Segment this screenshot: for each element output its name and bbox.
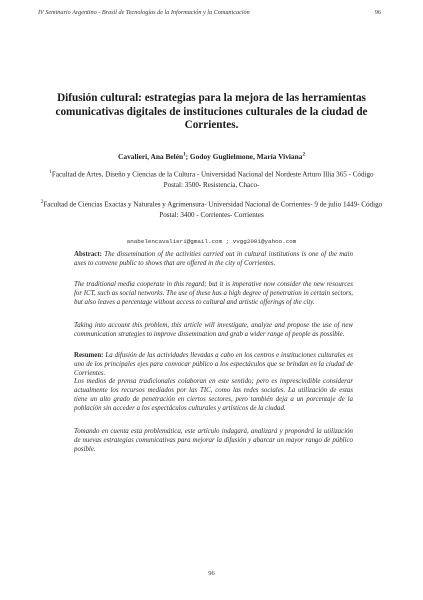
affiliation-1-text: Facultad de Artes, Diseño y Ciencias de la Cultura - Universidad Nacional del Nordeste Arturo Illia 365 - Código Postal: 3500- Resistencia, Chaco- bbox=[51, 170, 374, 189]
affiliation-2-sup: 2 bbox=[40, 200, 44, 205]
paper-title: Difusión cultural: estrategias para la mejora de las herramientas comunicativas digitales de instituciones culturales de la ciudad de Corrientes. bbox=[55, 92, 368, 131]
running-head-text: IV Seminario Argentino - Brasil de Tecnologías de la Información y la Comunicación bbox=[38, 9, 250, 16]
resumen-paragraph-2: Los medios de prensa tradicionales colaboran en este sentido; pero es imprescindible considerar actualmente los recursos mediados por las TIC, como las redes sociales. La utilización de estas tiene un alto grado de penetración en ciertos sectores, pero también deja a un porcentaje de la población sin acceder a los espectáculos culturales y artísticos de la ciudad. bbox=[74, 378, 353, 412]
running-header bbox=[38, 9, 381, 16]
resumen-label: Resumen: bbox=[74, 352, 104, 359]
author-2: ; Godoy Guglielmone, María Viviana bbox=[185, 152, 303, 161]
affiliation-1 bbox=[40, 168, 383, 190]
author-emails: anabelencavalieri@gmail.com ; vvgg2001@yahoo.com bbox=[126, 238, 297, 245]
author-2-sup: 2 bbox=[302, 152, 305, 158]
footer-page-number: 96 bbox=[208, 570, 215, 577]
author-1-sup: 1 bbox=[183, 152, 186, 158]
author-line bbox=[40, 152, 383, 161]
resumen-paragraph-3: Tomando en cuenta esta problemática, este artículo indagará, analizará y propondrá la utilización de nuevas estrategias comunicativas para mejorar la difusión y abarcar un mayor rango de público posible. bbox=[74, 428, 353, 453]
abstract-paragraph-1 bbox=[74, 251, 353, 269]
affiliation-2 bbox=[40, 198, 383, 220]
resumen-paragraph-1 bbox=[74, 352, 353, 379]
abstract-paragraph-2: The traditional media cooperate in this regard; but it is imperative now consider the new resources for ICT, such as social networks. The use of these has a high degree of penetration in certain sectors, but also leaves a percentage without access to cultural and artistic offerings of the city. bbox=[74, 281, 353, 306]
header-page-number: 96 bbox=[374, 9, 381, 16]
affiliation-2-text: Facultad de Ciencias Exactas y Naturales y Agrimensura- Universidad Nacional de Corrientes- 9 de julio 1449- Código Postal: 3400 - Corrientes- Corrientes bbox=[43, 200, 383, 219]
abstract-p1-text: The dissemination of the activities carried out in cultural institutions is one of the main axes to convene public to shows that are offered in the city of Corrientes. bbox=[74, 251, 353, 267]
affiliation-1-sup: 1 bbox=[49, 170, 52, 175]
abstract-paragraph-3: Taking into account this problem, this article will investigate, analyze and propose the use of new communication strategies to improve dissemination and grab a wider range of people as possible. bbox=[74, 322, 353, 338]
author-1: Cavalieri, Ana Belén bbox=[118, 152, 184, 161]
abstract-label: Abstract: bbox=[74, 251, 102, 258]
resumen-p1-text: La difusión de las actividades llevadas a cabo en los centros e instituciones culturales es uno de los principales ejes para convocar público a los espectáculos que se brindan en la ciudad de Corrientes. bbox=[74, 352, 353, 377]
